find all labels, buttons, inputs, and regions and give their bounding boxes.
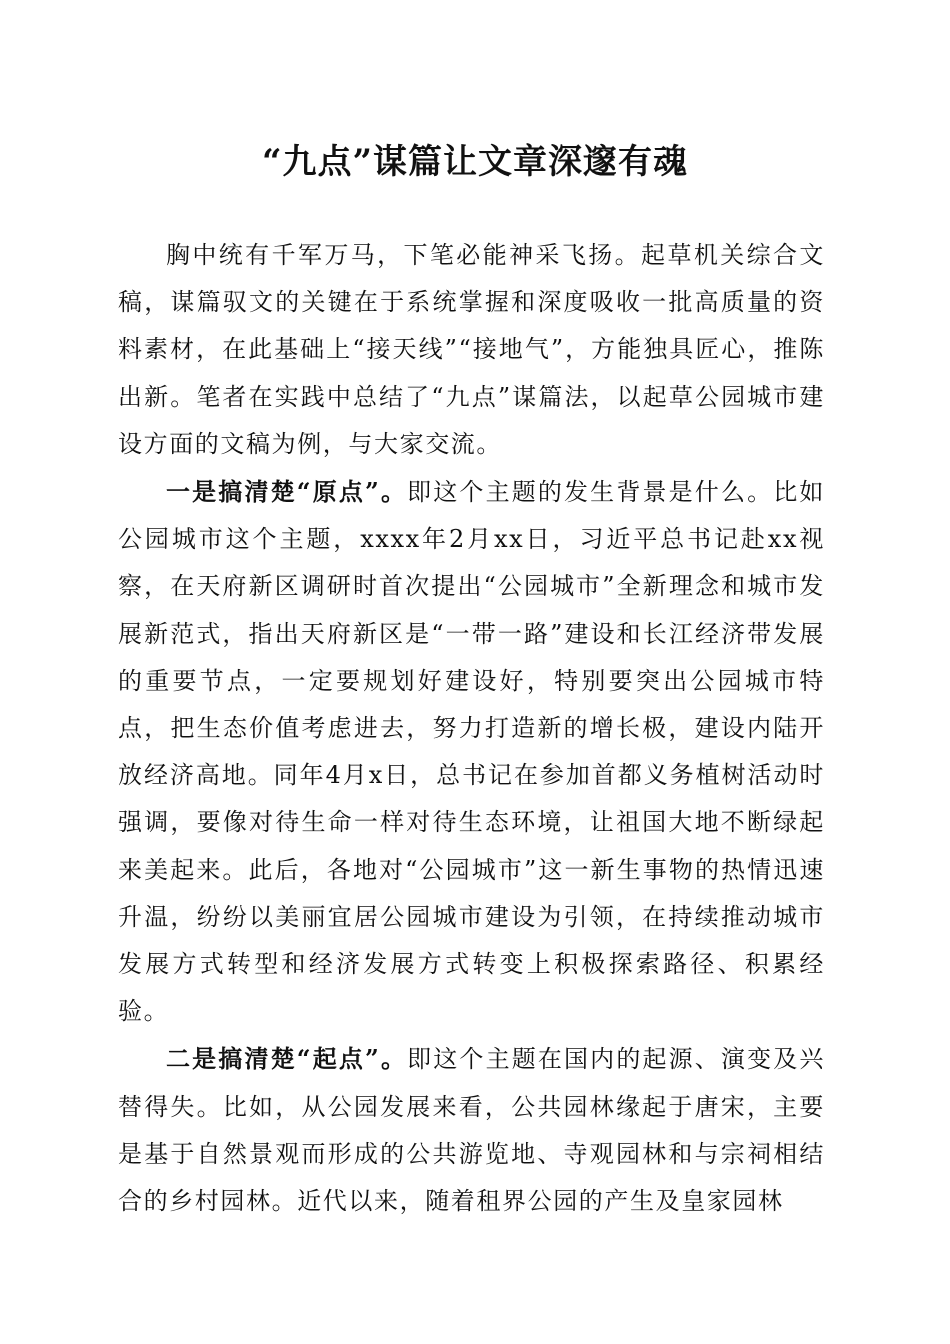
paragraph-intro [118,232,825,468]
paragraph-text: 即这个主题在国内的起源、演变及兴替得失。比如，从公园发展来看，公共园林缘起于唐宋，主要是基于自然景观而形成的公共游览地、寺观园林和与宗祠相结合的乡村园林。近代以来，随着租界公园的产生及皇家园林 [118,1045,825,1216]
paragraph-lead: 一是搞清楚“原点”。 [166,477,408,507]
paragraph-origin-point [118,468,825,1035]
document-title: “九点”谋篇让文章深邃有魂 [261,142,689,182]
paragraph-text: 胸中统有千军万马，下笔必能神采飞扬。起草机关综合文稿，谋篇驭文的关键在于系统掌握和深度吸收一批高质量的资料素材，在此基础上“接天线”“接地气”，方能独具匠心，推陈出新。笔者在实践中总结了“九点”谋篇法，以起草公园城市建设方面的文稿为例，与大家交流。 [118,241,825,458]
paragraph-lead: 二是搞清楚“起点”。 [166,1044,408,1074]
paragraph-starting-point [118,1035,825,1225]
document-body [118,232,825,1225]
paragraph-text: 即这个主题的发生背景是什么。比如公园城市这个主题，xxxx年2月xx日，习近平总书记赴xx视察，在天府新区调研时首次提出“公园城市”全新理念和城市发展新范式，指出天府新区是“一带一路”建设和长江经济带发展的重要节点，一定要规划好建设好，特别要突出公园城市特点，把生态价值考虑进去，努力打造新的增长极，建设内陆开放经济高地。同年4月x日，总书记在参加首都义务植树活动时强调，要像对待生命一样对待生态环境，让祖国大地不断绿起来美起来。此后，各地对“公园城市”这一新生事物的热情迅速升温，纷纷以美丽宜居公园城市建设为引领，在持续推动城市发展方式转型和经济发展方式转变上积极探索路径、积累经验。 [118,478,825,1026]
